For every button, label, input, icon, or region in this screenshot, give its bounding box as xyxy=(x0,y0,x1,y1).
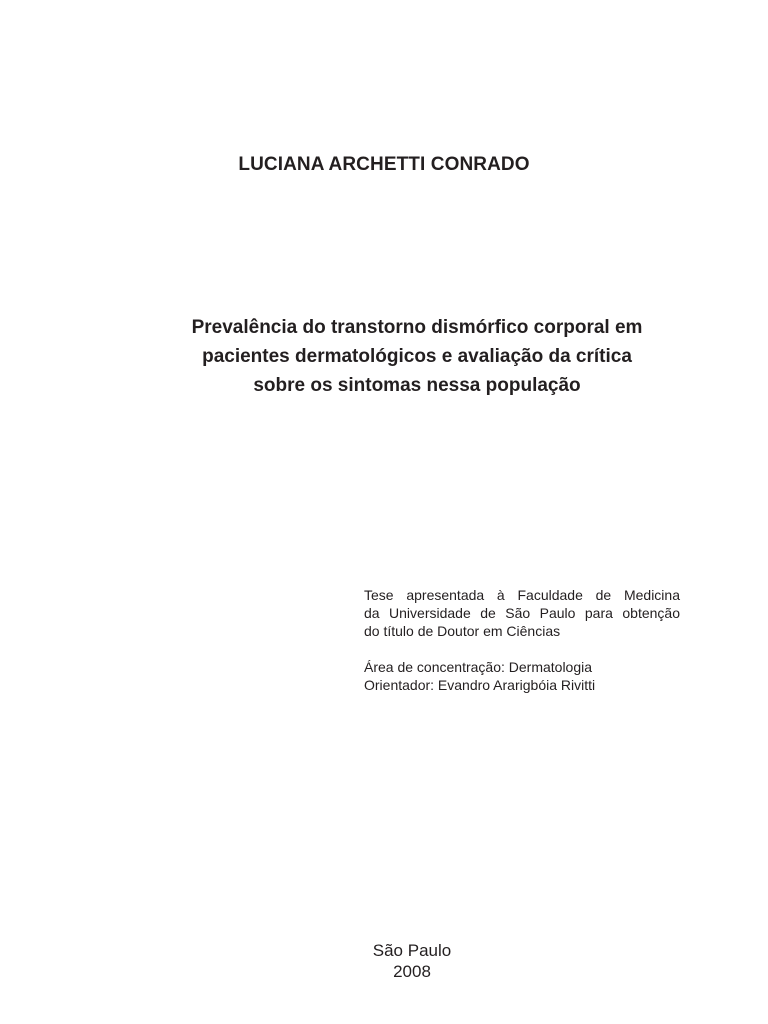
thesis-description-line: Tese apresentada à Faculdade de Medicina xyxy=(364,587,680,603)
thesis-title-line: pacientes dermatológicos e avaliação da crítica xyxy=(202,346,632,367)
thesis-title-line: Prevalência do transtorno dismórfico corporal em xyxy=(191,317,643,338)
place-and-year xyxy=(364,940,460,982)
concentration-area: Área de concentração: Dermatologia xyxy=(364,659,593,675)
thesis-description-line: do título de Doutor em Ciências xyxy=(364,623,561,639)
thesis-meta xyxy=(364,658,680,694)
thesis-description xyxy=(364,586,680,640)
advisor: Orientador: Evandro Ararigbóia Rivitti xyxy=(364,677,596,693)
author-name: LUCIANA ARCHETTI CONRADO xyxy=(238,154,530,175)
thesis-title xyxy=(134,313,700,400)
thesis-title-line: sobre os sintomas nessa população xyxy=(253,375,581,396)
place: São Paulo xyxy=(372,941,452,960)
thesis-description-line: da Universidade de São Paulo para obtenção xyxy=(364,605,680,621)
year: 2008 xyxy=(393,962,431,981)
thesis-presentation-note xyxy=(364,586,680,694)
